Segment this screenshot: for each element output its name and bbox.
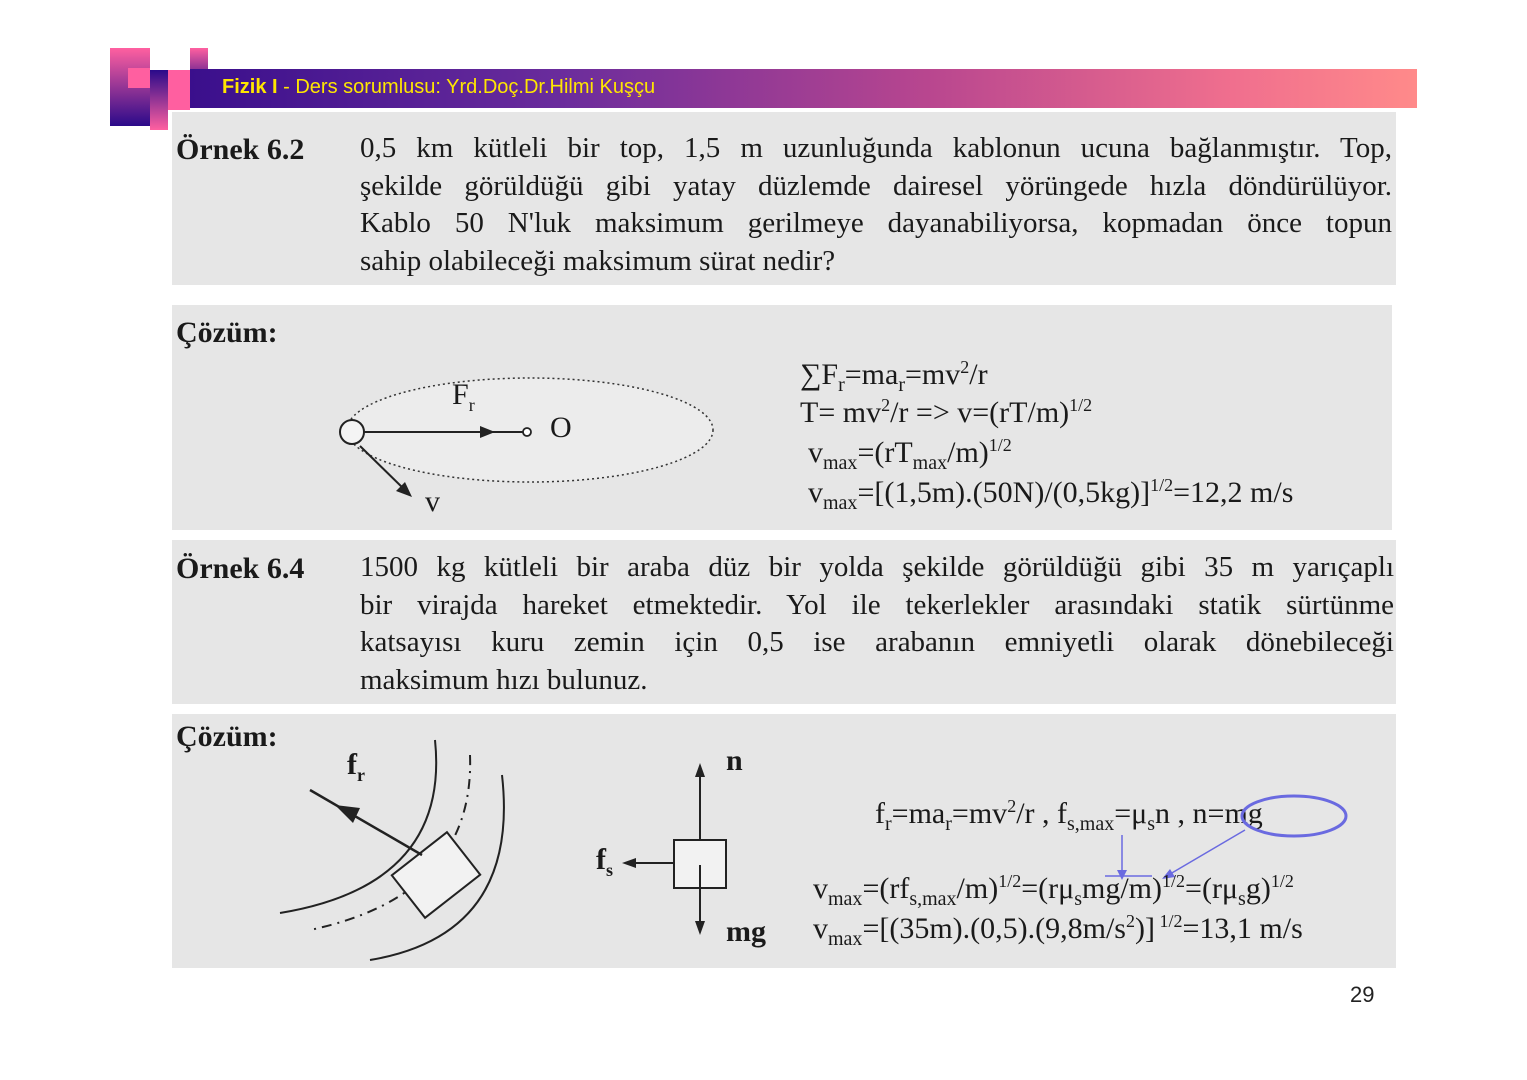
header-separator: - (277, 76, 296, 98)
ball (340, 420, 364, 444)
page-number: 29 (1350, 982, 1375, 1007)
highlight-ellipse (1242, 796, 1346, 836)
static-friction-arrow-head (622, 858, 636, 868)
static-friction-label: $f_s$ (596, 843, 614, 880)
example-6-4-text (360, 549, 1394, 699)
text-line: bir virajda hareket etmektedir. Yol ile tekerlekler arasındaki statik sürtünme (360, 588, 1394, 621)
equation-tension: $T= mv^2/r => v=(rT/m)^{1/2}$ (800, 395, 1093, 429)
text-line: 1500 kg kütleli bir araba düz bir yolda şekilde görüldüğü gibi 35 m yarıçaplı (360, 551, 1394, 583)
center-label: O (550, 411, 572, 444)
normal-label: n (726, 744, 743, 777)
equation-vmax-friction-result: $v_{max}=[(35m).(0,5).(9,8m/s^2)]$ $^{1/2}$=13,1 m/s (813, 911, 1303, 950)
solution-1-label: Çözüm: (176, 316, 278, 349)
weight-label: mg (726, 915, 766, 948)
text-line: Kablo 50 N'luk maksimum gerilmeye dayanabiliyorsa, kopmadan önce topun (360, 207, 1392, 239)
friction-label: $f_r$ (347, 748, 365, 785)
friction-arrow-head (335, 805, 360, 823)
text-line: maksimum hızı bulunuz. (360, 663, 648, 696)
weight-arrow-head (695, 921, 705, 935)
course-name: Fizik I (222, 76, 278, 98)
equation-vmax-friction: $v_{max}=(rf_{s,max}/m)^{1/2}=(r\mu_smg/m)^{1/2}=(r\mu_sg)^{1/2}$ (813, 871, 1294, 910)
text-line: 0,5 km kütleli bir top, 1,5 m uzunluğunda kablonun ucuna bağlanmıştır. Top, (360, 132, 1392, 164)
example-6-2-label: Örnek 6.2 (176, 133, 305, 166)
velocity-label: v (425, 485, 440, 518)
example-6-4-label: Örnek 6.4 (176, 552, 305, 585)
text-line: şekilde görüldüğü gibi yatay düzlemde dairesel yörüngede hızla döndürülüyor. (360, 169, 1392, 202)
equation-vmax-result: $v_{max}=[(1,5m).(50N)/(0,5kg)]^{1/2}=12,2$ m/s (808, 475, 1294, 514)
center-point (523, 428, 531, 436)
equation-sum-force: $\sum F_r=ma_r=mv^2/r$ (800, 357, 988, 396)
equation-vmax: $v_{max}=(rT_{max}/m)^{1/2}$ (808, 435, 1012, 474)
text-line: sahip olabileceği maksimum sürat nedir? (360, 244, 836, 277)
instructor-name: Ders sorumlusu: Yrd.Doç.Dr.Hilmi Kuşçu (295, 76, 656, 98)
header-title (222, 76, 655, 99)
curve-road-diagram (270, 735, 530, 965)
annotation-arrow-2 (1165, 830, 1245, 877)
equation-friction: $f_r=ma_r=mv^2/r$ , $f_{s,max}=\mu_sn$ , n=mg (875, 796, 1263, 835)
example-6-2-text (360, 130, 1392, 280)
solution-2-label: Çözüm: (176, 720, 278, 753)
friction-line (310, 790, 422, 855)
force-label: $F_r$ (452, 378, 475, 415)
text-line: katsayısı kuru zemin için 0,5 ise arabanın emniyetli olarak dönebileceği (360, 626, 1394, 658)
normal-arrow-head (695, 763, 705, 777)
circular-motion-diagram (330, 360, 730, 520)
